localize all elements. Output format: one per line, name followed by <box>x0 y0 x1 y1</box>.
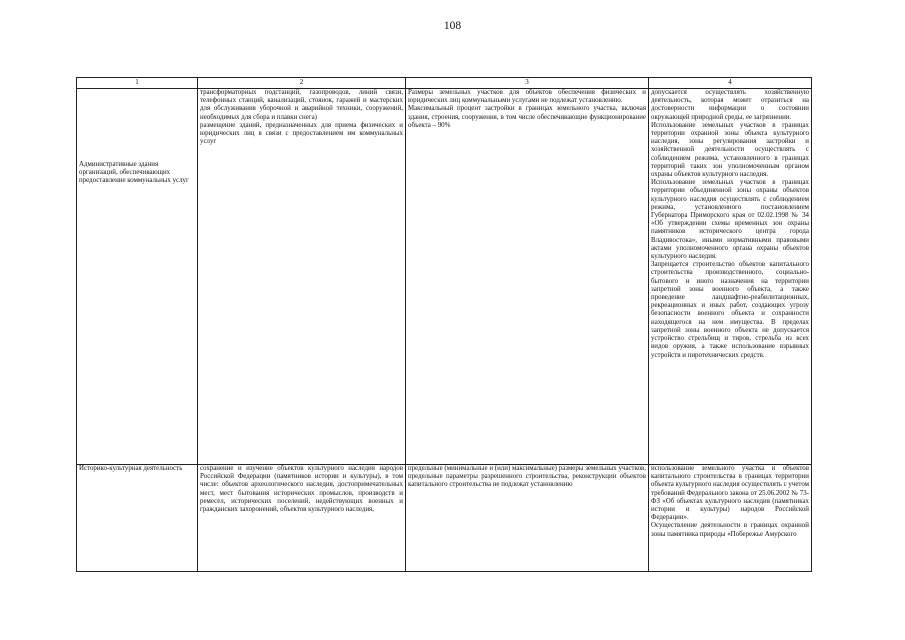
row2-use-description: сохранение и изучение объектов культурного наследия народов Российской Федерации (памятников истории и культуры), в том числе: объектов археологического наследия, достопримечательных мест, мест бытования исторических промыслов, производств и ремесел, исторических поселений, недействующих военных и гражданских захоронений, объектов культурного наследия, <box>200 465 403 514</box>
row2-col3-cell <box>406 465 649 572</box>
column-header-4: 4 <box>649 78 812 89</box>
table-row <box>77 89 812 465</box>
row1-col2-continued-text: трансформаторных подстанций, газопроводов, линий связи, телефонных станций, канализаций, стоянок, гаражей и мастерских для обслуживания уборочной и аварийной техники, сооружений, необходимых для сбора и плавки снега) <box>200 89 403 121</box>
row1-use-type: Административные здания организаций, обеспечивающих предоставление коммунальных услуг <box>79 161 189 185</box>
page-number: 108 <box>443 20 462 32</box>
row2-use-type: Историко-культурная деятельность <box>79 465 183 472</box>
row1-parameters-para-1: Размеры земельных участков для объектов обеспечения физических и юридических лиц коммунальными услугами не подлежат установлению. <box>408 89 646 105</box>
row1-restrictions-para-2: Использование земельных участков в границах территории охранной зоны объекта культурного наследия, зоны регулирования застройки и хозяйственной деятельности осуществлять с соблюдением режима, установленного в границах территорий таких зон уполномоченным органом охраны объектов культурного наследия. <box>651 121 809 179</box>
column-header-1: 1 <box>77 78 198 89</box>
row2-restrictions-para-1: использование земельного участка и объектов капитального строительства в границах территории объекта культурного наследия осуществлять с учетом требований Федерального закона от 25.06.2002 № 73-ФЗ «Об объектах культурного наследия (памятниках истории и культуры) народов Российской Федерации». <box>651 465 809 522</box>
column-header-2: 2 <box>198 78 406 89</box>
document-table <box>76 77 812 572</box>
column-header-3: 3 <box>406 78 649 89</box>
row2-col4-cell <box>649 465 812 572</box>
row2-restrictions-para-2: Осуществление деятельности в границах охранной зоны памятника природы «Побережье Амурского <box>651 522 809 538</box>
row2-col2-cell <box>198 465 406 572</box>
row2-col1-cell <box>77 465 198 572</box>
row2-parameters: предельные (минимальные и (или) максимальные) размеры земельных участков, предельные параметры разрешенного строительства, реконструкции объектов капитального строительства не подлежат установлению <box>408 465 646 489</box>
row1-parameters-para-2: Максимальный процент застройки в границах земельного участка, включая здания, строения, сооружения, в том числе обеспечивающие функционирование объекта – 90% <box>408 105 646 129</box>
row1-col1-cell <box>77 89 198 465</box>
row1-col2-cell <box>198 89 406 465</box>
table-row <box>77 465 812 572</box>
row1-restrictions-para-4: Запрещается строительство объектов капитального строительства производственного, социально-бытового и иного назначения на территории запретной зоны военного объекта, а также проведение ландшафтно-реабилитационных, рекреационных и иных работ, создающих угрозу безопасности военного объекта и сохранности находящегося на нем имущества. В пределах запретной зоны военного объекта не допускается устройство стрельбищ и тиров, стрельба из всех видов оружия, а также использование взрывных устройств и пиротехнических средств. <box>651 261 809 359</box>
table-header-row <box>77 78 812 89</box>
row1-col4-cell <box>649 89 812 465</box>
row1-restrictions-para-1: допускается осуществлять хозяйственную деятельность, которая может отразиться на достоверности информации о состоянии окружающей природной среды, ее загрязнении. <box>651 89 809 121</box>
row1-restrictions-para-3: Использование земельных участков в границах территории объединенной зоны охраны объектов культурного наследия осуществлять с соблюдением режима, установленного постановлением Губернатора Приморского края от 02.02.1998 № 34 «Об утверждении схемы временных зон охраны памятников исторического центра города Владивостока», иными нормативными правовыми актами уполномоченного органа охраны объектов культурного наследия. <box>651 179 809 261</box>
row1-col3-cell <box>406 89 649 465</box>
row1-use-description: размещение зданий, предназначенных для приема физических и юридических лиц в связи с предоставлением им коммунальных услуг <box>200 121 403 146</box>
